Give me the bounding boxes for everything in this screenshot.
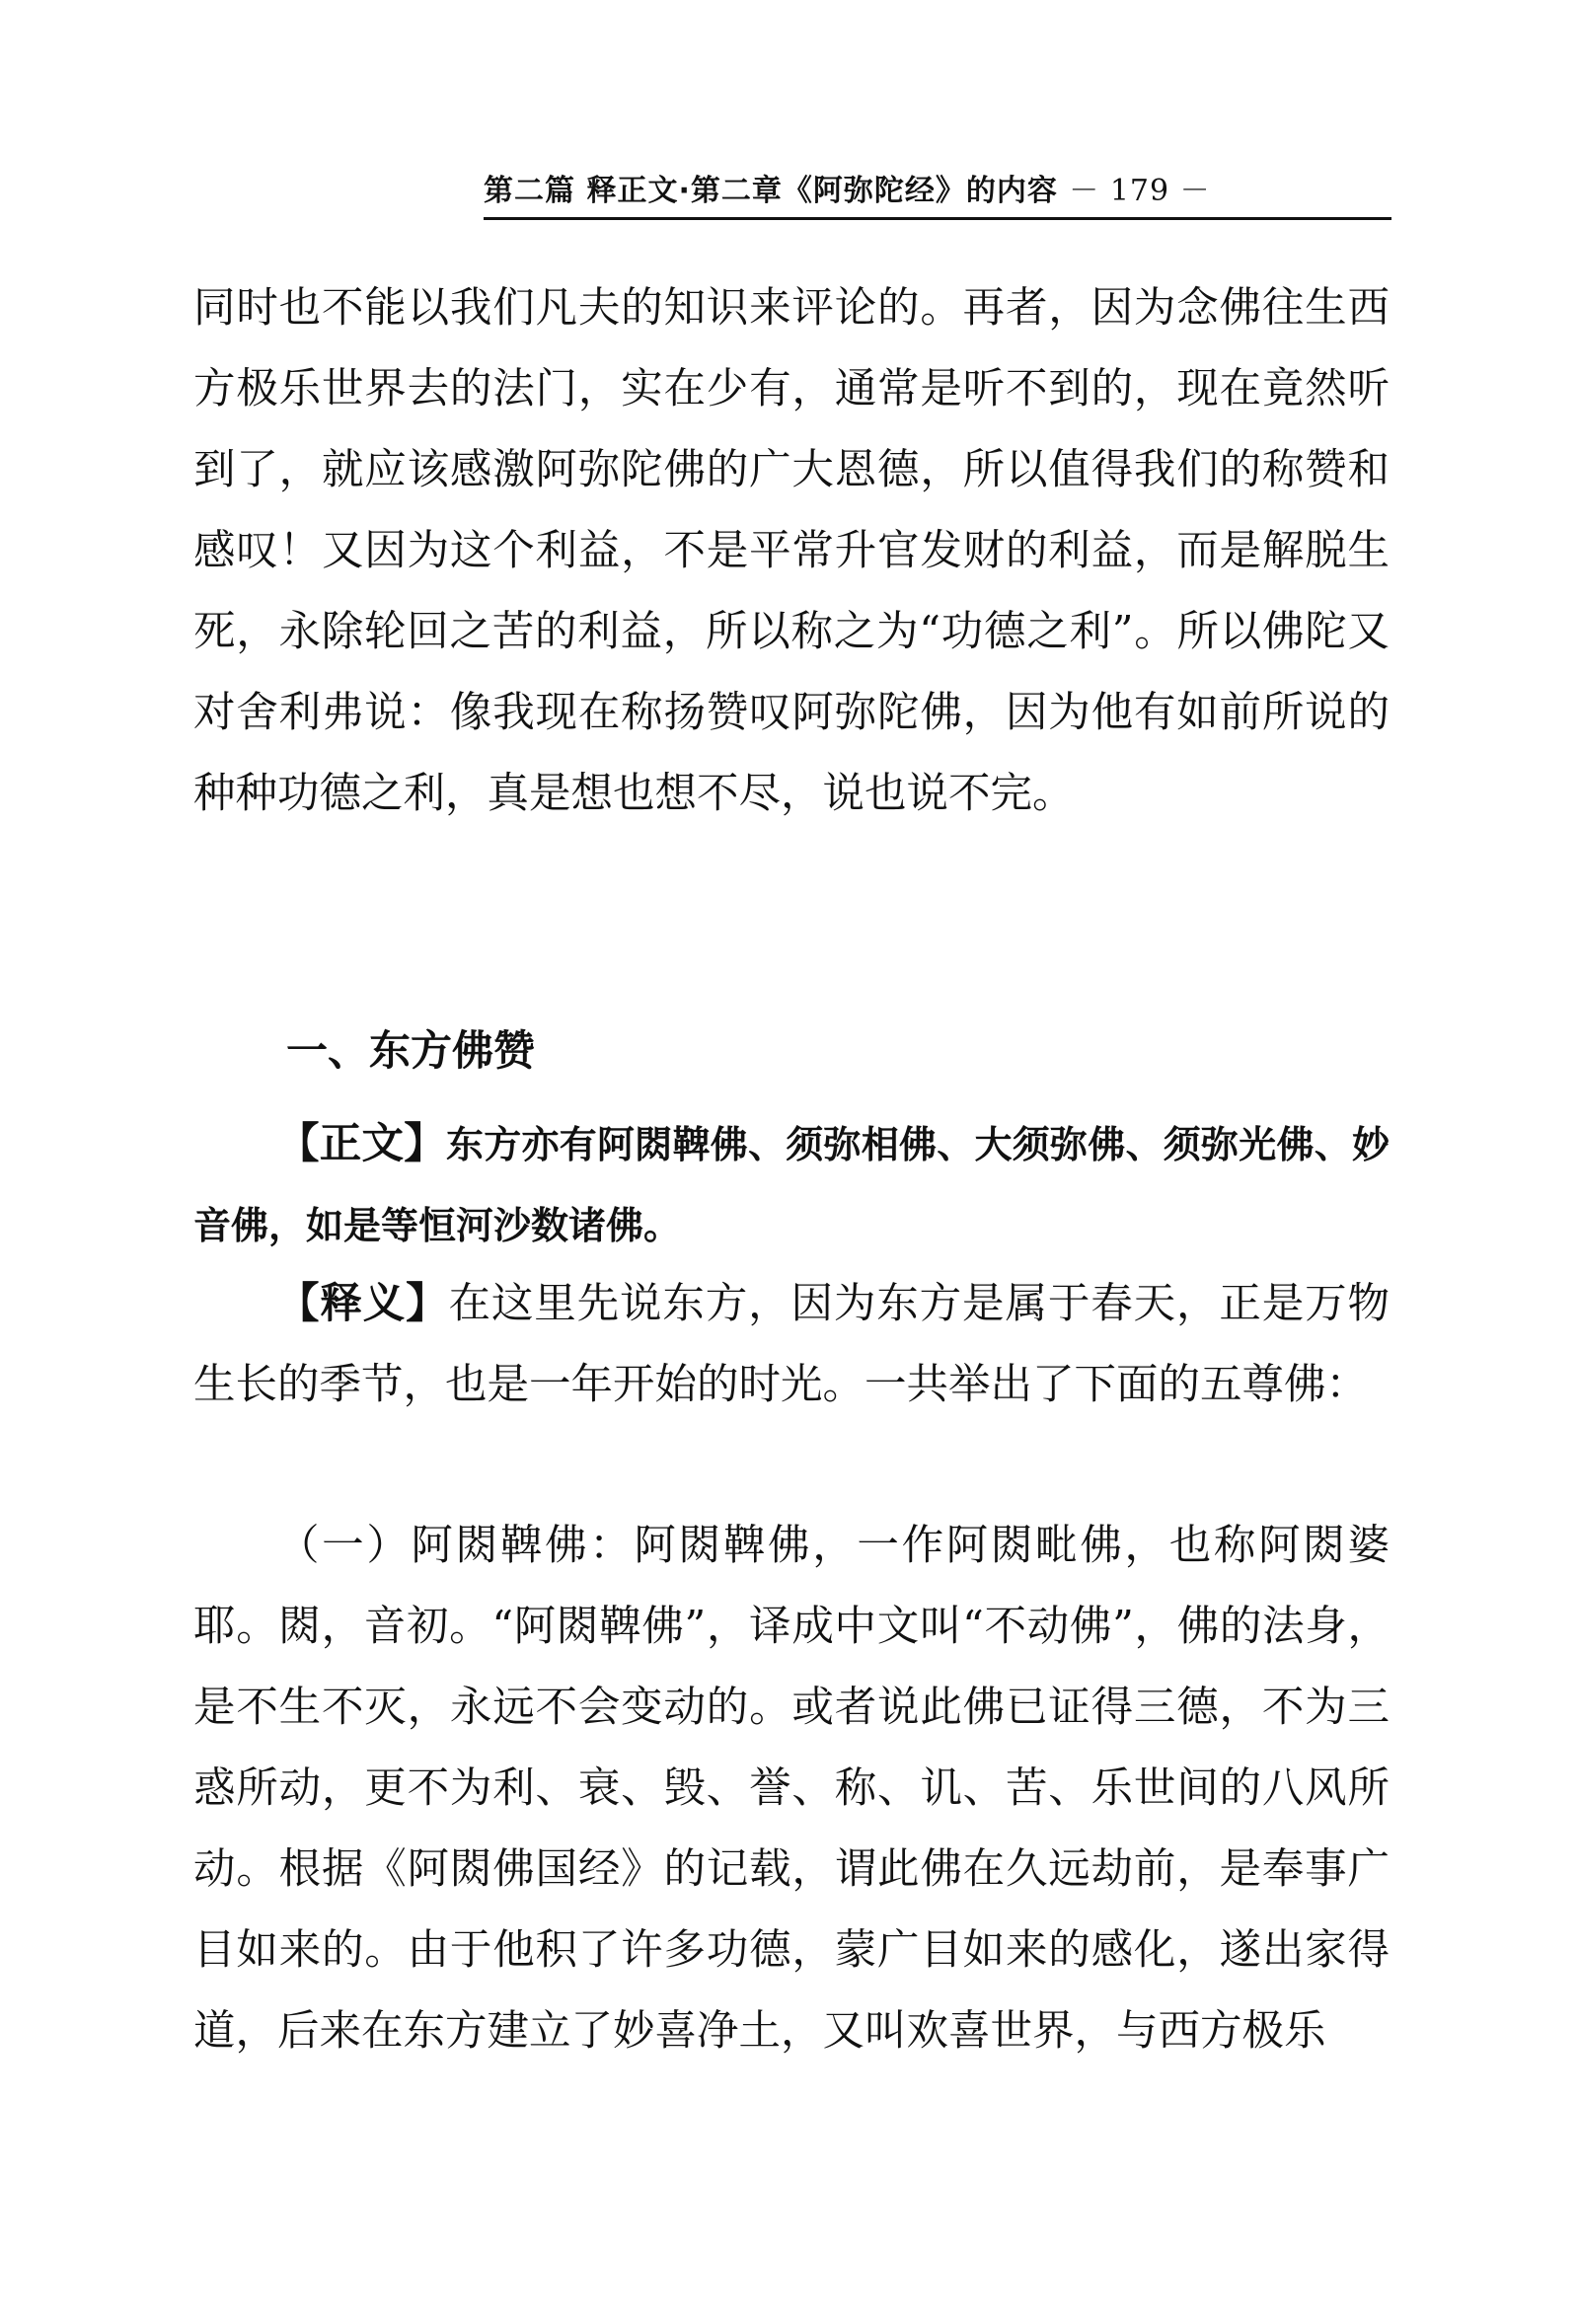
scripture-label: 【正文】 [277,1119,446,1168]
explanation-label: 【释义】 [277,1279,449,1328]
paragraph-continued: 同时也不能以我们凡夫的知识来评论的。再者，因为念佛往生西方极乐世界去的法门，实在少有，通常是听不到的，现在竟然听到了，就应该感激阿弥陀佛的广大恩德，所以值得我们的称赞和感叹！又因为这个利益，不是平常升官发财的利益，而是解脱生死，永除轮回之苦的利益，所以称之为“功德之利”。所以佛陀又对舍利弗说：像我现在称扬赞叹阿弥陀佛，因为他有如前所说的种种功德之利，真是想也想不尽，说也说不完。 [193,284,1390,818]
running-header [484,170,1391,213]
scripture-text: 东方亦有阿閦鞞佛、须弥相佛、大须弥佛、须弥光佛、妙音佛，如是等恒河沙数诸佛。 [193,1123,1390,1247]
section-heading: 一、东方佛赞 [286,1026,536,1075]
explanation-paragraph [193,1263,1390,1426]
running-header-title: 第二篇 释正文·第二章《阿弥陀经》的内容 [484,174,1058,208]
item-one-paragraph: （一）阿閦鞞佛：阿閦鞞佛，一作阿閦毗佛，也称阿閦婆耶。閦，音初。“阿閦鞞佛”，译成中文叫“不动佛”，佛的法身，是不生不灭，永远不会变动的。或者说此佛已证得三德，不为三惑所动，更不为利、衰、毁、誉、称、讥、苦、乐世间的八风所动。根据《阿閦佛国经》的记载，谓此佛在久远劫前，是奉事广目如来的。由于他积了许多功德，蒙广目如来的感化，遂出家得道，后来在东方建立了妙喜净土，又叫欢喜世界，与西方极乐 [193,1522,1390,2056]
scripture-paragraph [193,1103,1390,1266]
explanation-text: 在这里先说东方，因为东方是属于春天，正是万物生长的季节，也是一年开始的时光。一共举出了下面的五尊佛： [193,1280,1390,1409]
page-number: － 179 － [1069,174,1211,208]
header-rule [484,217,1391,220]
